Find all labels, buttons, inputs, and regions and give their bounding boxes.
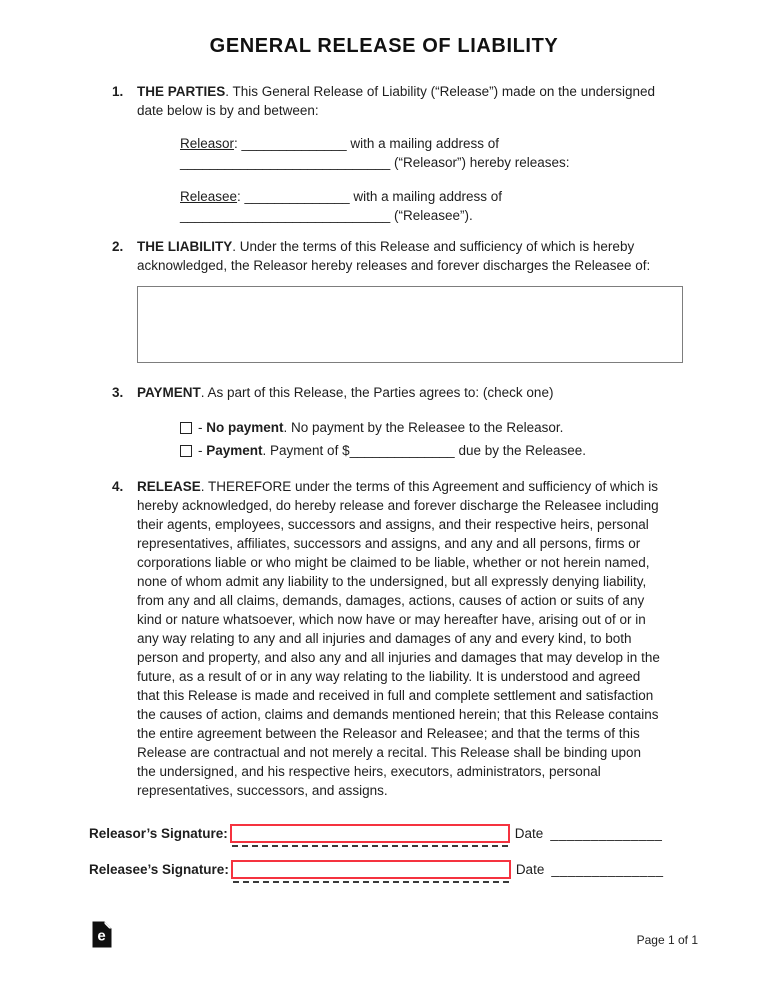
- releasor-address-blank: ____________________________ (“Releasor”) hereby releases:: [180, 155, 570, 170]
- no-payment-option-rest: . No payment by the Releasee to the Releasor.: [283, 420, 564, 435]
- payment-option-row: [180, 441, 660, 460]
- eforms-logo: [92, 921, 112, 953]
- releasor-name-blank: : ______________ with a mailing address of: [234, 136, 499, 151]
- option-dash: -: [198, 420, 207, 435]
- section-number: 3.: [112, 385, 124, 400]
- section-number: 2.: [112, 239, 124, 254]
- section-parties-text: [137, 82, 660, 120]
- date-label: Date: [514, 825, 544, 841]
- releasor-signature-input[interactable]: [230, 824, 510, 843]
- option-text: [198, 441, 586, 460]
- releasee-address-blank: ____________________________ (“Releasee”).: [180, 208, 473, 223]
- section-payment: [112, 383, 660, 402]
- payment-option-rest: . Payment of $______________ due by the Releasee.: [262, 443, 587, 458]
- signature-line: [232, 845, 508, 847]
- section-parties: [112, 82, 660, 120]
- releasor-date-blank: ______________: [550, 825, 663, 841]
- releasee-label: Releasee: [180, 189, 238, 204]
- releasor-signature-field-wrap: [230, 824, 510, 843]
- section-payment-heading: PAYMENT: [137, 385, 201, 400]
- releasor-signature-label: Releasor’s Signature:: [89, 825, 228, 841]
- section-liability-body: . Under the terms of this Release and sufficiency of which is hereby acknowledged, the Releasor hereby releases and forever discharges the Releasee of:: [137, 239, 651, 273]
- releasee-name-blank: : ______________ with a mailing address of: [237, 189, 502, 204]
- signature-block: [89, 822, 768, 880]
- no-payment-checkbox[interactable]: [180, 422, 192, 434]
- payment-checkbox[interactable]: [180, 445, 192, 457]
- releasee-signature-row: [89, 858, 768, 880]
- releasee-signature-input[interactable]: [231, 860, 511, 879]
- releasor-clause: [180, 134, 660, 172]
- svg-text:e: e: [97, 927, 106, 945]
- section-liability-text: [137, 237, 660, 275]
- section-number: 1.: [112, 84, 124, 99]
- date-label: Date: [515, 861, 545, 877]
- section-payment-body: . As part of this Release, the Parties agrees to: (check one): [200, 385, 554, 400]
- page-title: GENERAL RELEASE OF LIABILITY: [209, 35, 559, 57]
- no-payment-option-row: [180, 418, 660, 437]
- no-payment-option-label: No payment: [206, 420, 284, 435]
- releasor-label: Releasor: [180, 136, 235, 151]
- releasor-signature-row: [89, 822, 768, 844]
- option-text: [198, 418, 563, 437]
- section-release: [112, 477, 660, 800]
- page-number: Page 1 of 1: [636, 933, 698, 947]
- option-dash: -: [198, 443, 207, 458]
- section-number: 4.: [112, 479, 124, 494]
- section-payment-text: [137, 383, 660, 402]
- releasee-signature-field-wrap: [231, 860, 511, 879]
- section-release-body: . THEREFORE under the terms of this Agreement and sufficiency of which is hereby acknowledged, do hereby release and forever discharge the Releasee including their agents, employees, successors and assigns, and their respective heirs, personal representatives, affiliates, successors and assigns, and any and all persons, firms or corporations liable or who might be claimed to be liable, whether or not herein named, none of whom admit any liability to the undersigned, but all expressly denying liability, from any and all claims, demands, damages, actions, causes of action or suits of any kind or nature whatsoever, which now have or may hereafter have, arising out of or in any way relating to any and all injuries and damages of any and every kind, to both person and property, and also any and all injuries and damages that may develop in the future, as a result of or in any way relating to the liability. It is understood and agreed that this Release is made and received in full and complete settlement and satisfaction the causes of action, claims and demands mentioned herein; that this Release contains the entire agreement between the Releasor and Releasee; and that the terms of this Release are contractual and not merely a recital. This Release shall be binding upon the undersigned, and his respective heirs, executors, administrators, personal representatives, successors, and assigns.: [137, 479, 660, 798]
- section-release-heading: RELEASE: [137, 479, 201, 494]
- section-parties-heading: THE PARTIES: [137, 84, 226, 99]
- section-release-text: [137, 477, 660, 800]
- releasee-clause: [180, 187, 660, 225]
- liability-details-box[interactable]: [137, 286, 683, 363]
- payment-options: [180, 418, 660, 460]
- section-liability-heading: THE LIABILITY: [137, 239, 233, 254]
- releasee-signature-label: Releasee’s Signature:: [89, 861, 229, 877]
- releasee-date-blank: ______________: [551, 861, 664, 877]
- payment-option-label: Payment: [206, 443, 263, 458]
- signature-line: [233, 881, 509, 883]
- section-parties-body: . This General Release of Liability (“Release”) made on the undersigned date below is by and between:: [137, 84, 655, 118]
- section-liability: [112, 237, 660, 275]
